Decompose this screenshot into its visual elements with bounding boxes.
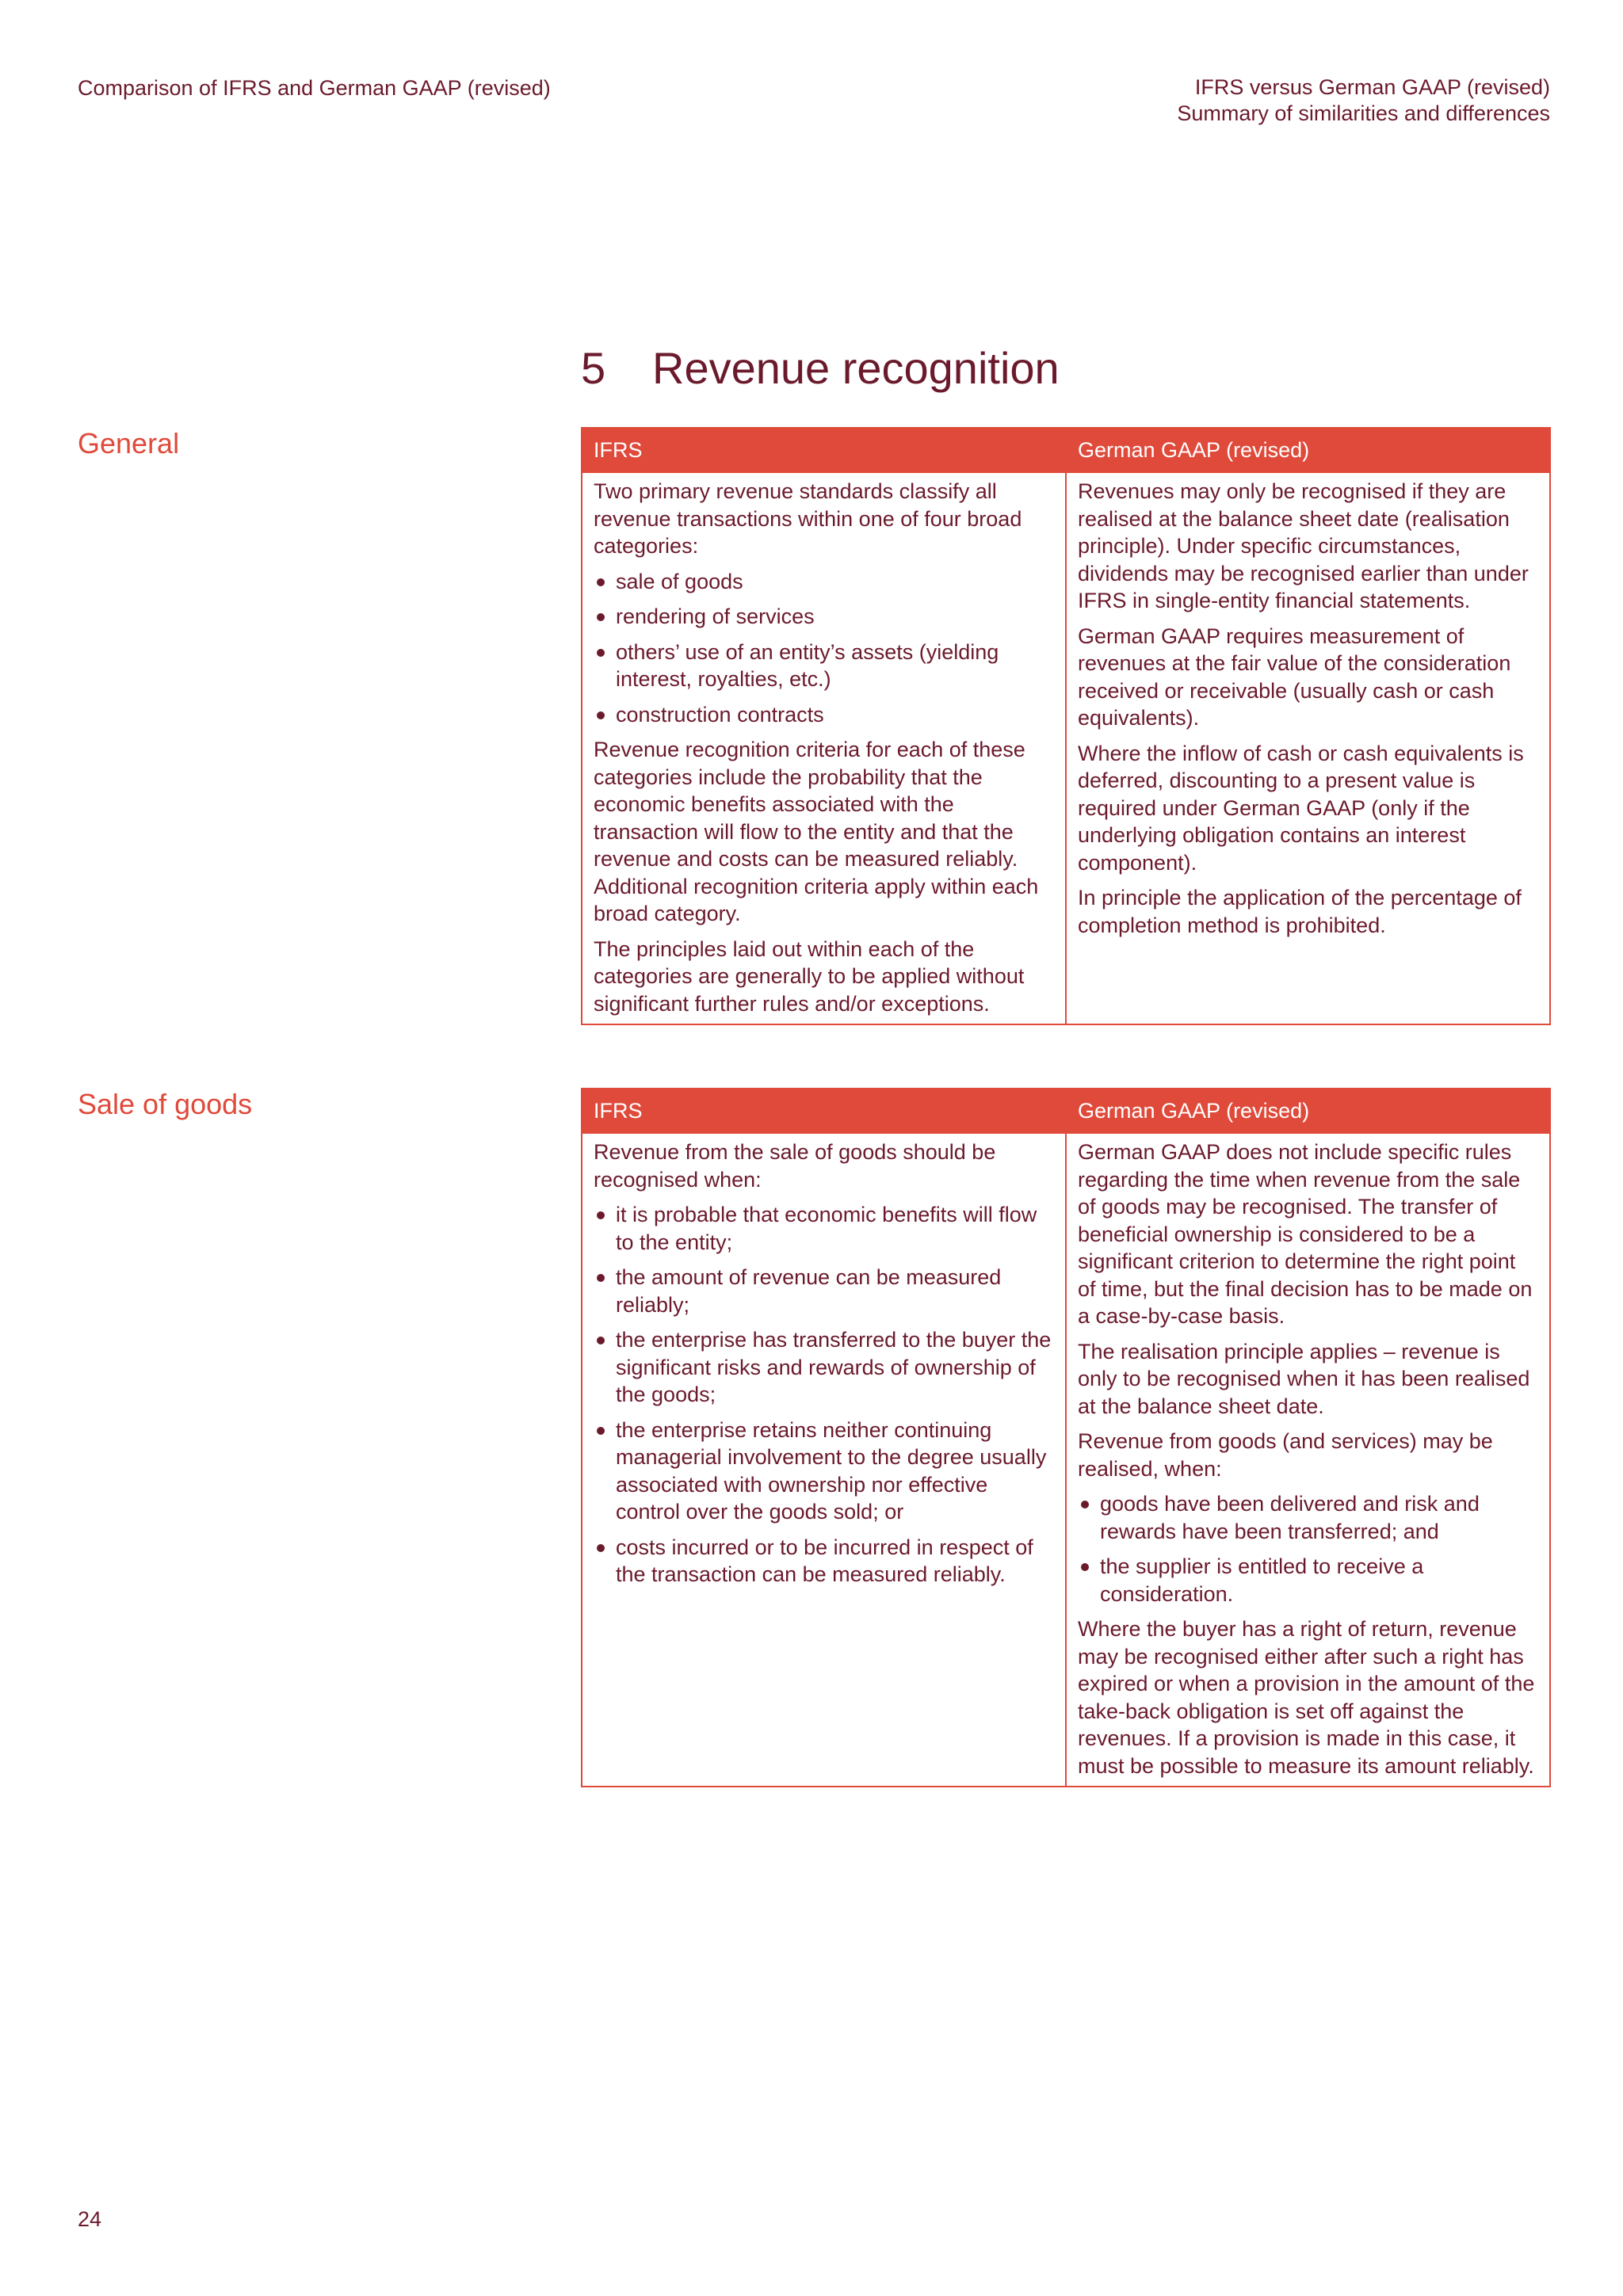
chapter-number: 5 — [581, 343, 606, 393]
paragraph: Revenue from the sale of goods should be recognised when: — [594, 1140, 996, 1192]
running-header-right — [1177, 74, 1550, 127]
paragraph: The realisation principle applies – revenue is only to be recognised when it has been realised at the balance sheet date. — [1078, 1339, 1530, 1418]
bullet-list — [1078, 1490, 1538, 1608]
paragraph: The principles laid out within each of the categories are generally to be applied without significant further rules and/or exceptions. — [594, 936, 1025, 1016]
paragraph: In principle the application of the percentage of completion method is prohibited. — [1078, 886, 1522, 937]
paragraph: Revenues may only be recognised if they are realised at the balance sheet date (realisation principle). Under specific circumstances, dividends may be recognised earlier than under IFRS in single-entity financial statements. — [1078, 479, 1529, 612]
list-item: the enterprise retains neither continuing managerial involvement to the degree usually associated with ownership nor effective control over the goods sold; or — [594, 1417, 1054, 1526]
paragraph: Where the inflow of cash or cash equivalents is deferred, discounting to a present value is required under German GAAP (only if the underlying obligation contains an interest component). — [1078, 741, 1524, 875]
paragraph: Revenue recognition criteria for each of these categories include the probability that the economic benefits associated with the transaction will flow to the entity and that the revenue and costs can be measured reliably. Additional recognition criteria apply within each broad category. — [594, 738, 1039, 925]
german-gaap-cell — [1066, 1133, 1550, 1787]
page-number: 24 — [78, 2207, 102, 2231]
comparison-table-general — [581, 427, 1551, 1025]
column-header-ifrs: IFRS — [582, 1089, 1066, 1133]
paragraph: Two primary revenue standards classify all revenue transactions within one of four broad categories: — [594, 479, 1022, 558]
paragraph: German GAAP requires measurement of revenues at the fair value of the consideration received or receivable (usually cash or cash equivalents). — [1078, 624, 1511, 730]
list-item: the supplier is entitled to receive a consideration. — [1078, 1553, 1538, 1608]
column-header-german-gaap: German GAAP (revised) — [1066, 1089, 1550, 1133]
column-header-german-gaap: German GAAP (revised) — [1066, 428, 1550, 472]
ifrs-cell — [582, 1133, 1066, 1787]
section-label-sale-of-goods: Sale of goods — [78, 1088, 253, 1120]
chapter-title: Revenue recognition — [652, 343, 1060, 393]
list-item: rendering of services — [594, 603, 1054, 631]
running-header-right-line1: IFRS versus German GAAP (revised) — [1194, 75, 1550, 99]
running-header-right-line2: Summary of similarities and differences — [1177, 101, 1550, 125]
list-item: sale of goods — [594, 568, 1054, 596]
list-item: it is probable that economic benefits will flow to the entity; — [594, 1201, 1054, 1256]
chapter-heading — [581, 341, 1060, 396]
list-item: the amount of revenue can be measured reliably; — [594, 1264, 1054, 1318]
ifrs-cell — [582, 472, 1066, 1024]
list-item: goods have been delivered and risk and rewards have been transferred; and — [1078, 1490, 1538, 1545]
german-gaap-cell — [1066, 472, 1550, 1024]
list-item: the enterprise has transferred to the buyer the significant risks and rewards of ownership of the goods; — [594, 1326, 1054, 1409]
column-header-ifrs: IFRS — [582, 428, 1066, 472]
paragraph: German GAAP does not include specific rules regarding the time when revenue from the sale of goods may be recognised. The transfer of beneficial ownership is considered to be a significant criterion to determine the right point of time, but the final decision has to be made on a case-by-case basis. — [1078, 1140, 1533, 1328]
bullet-list — [594, 568, 1054, 729]
paragraph: Revenue from goods (and services) may be realised, when: — [1078, 1429, 1493, 1481]
list-item: costs incurred or to be incurred in respect of the transaction can be measured reliably. — [594, 1534, 1054, 1589]
comparison-table-sale-of-goods — [581, 1088, 1551, 1787]
running-header-left: Comparison of IFRS and German GAAP (revised) — [78, 76, 551, 100]
list-item: others’ use of an entity’s assets (yielding interest, royalties, etc.) — [594, 639, 1054, 693]
list-item: construction contracts — [594, 701, 1054, 729]
section-label-general: General — [78, 427, 180, 460]
bullet-list — [594, 1201, 1054, 1589]
paragraph: Where the buyer has a right of return, revenue may be recognised either after such a right has expired or when a provision in the amount of the take-back obligation is set off against the revenues. If a provision is made in this case, it must be possible to measure its amount reliably. — [1078, 1617, 1535, 1778]
